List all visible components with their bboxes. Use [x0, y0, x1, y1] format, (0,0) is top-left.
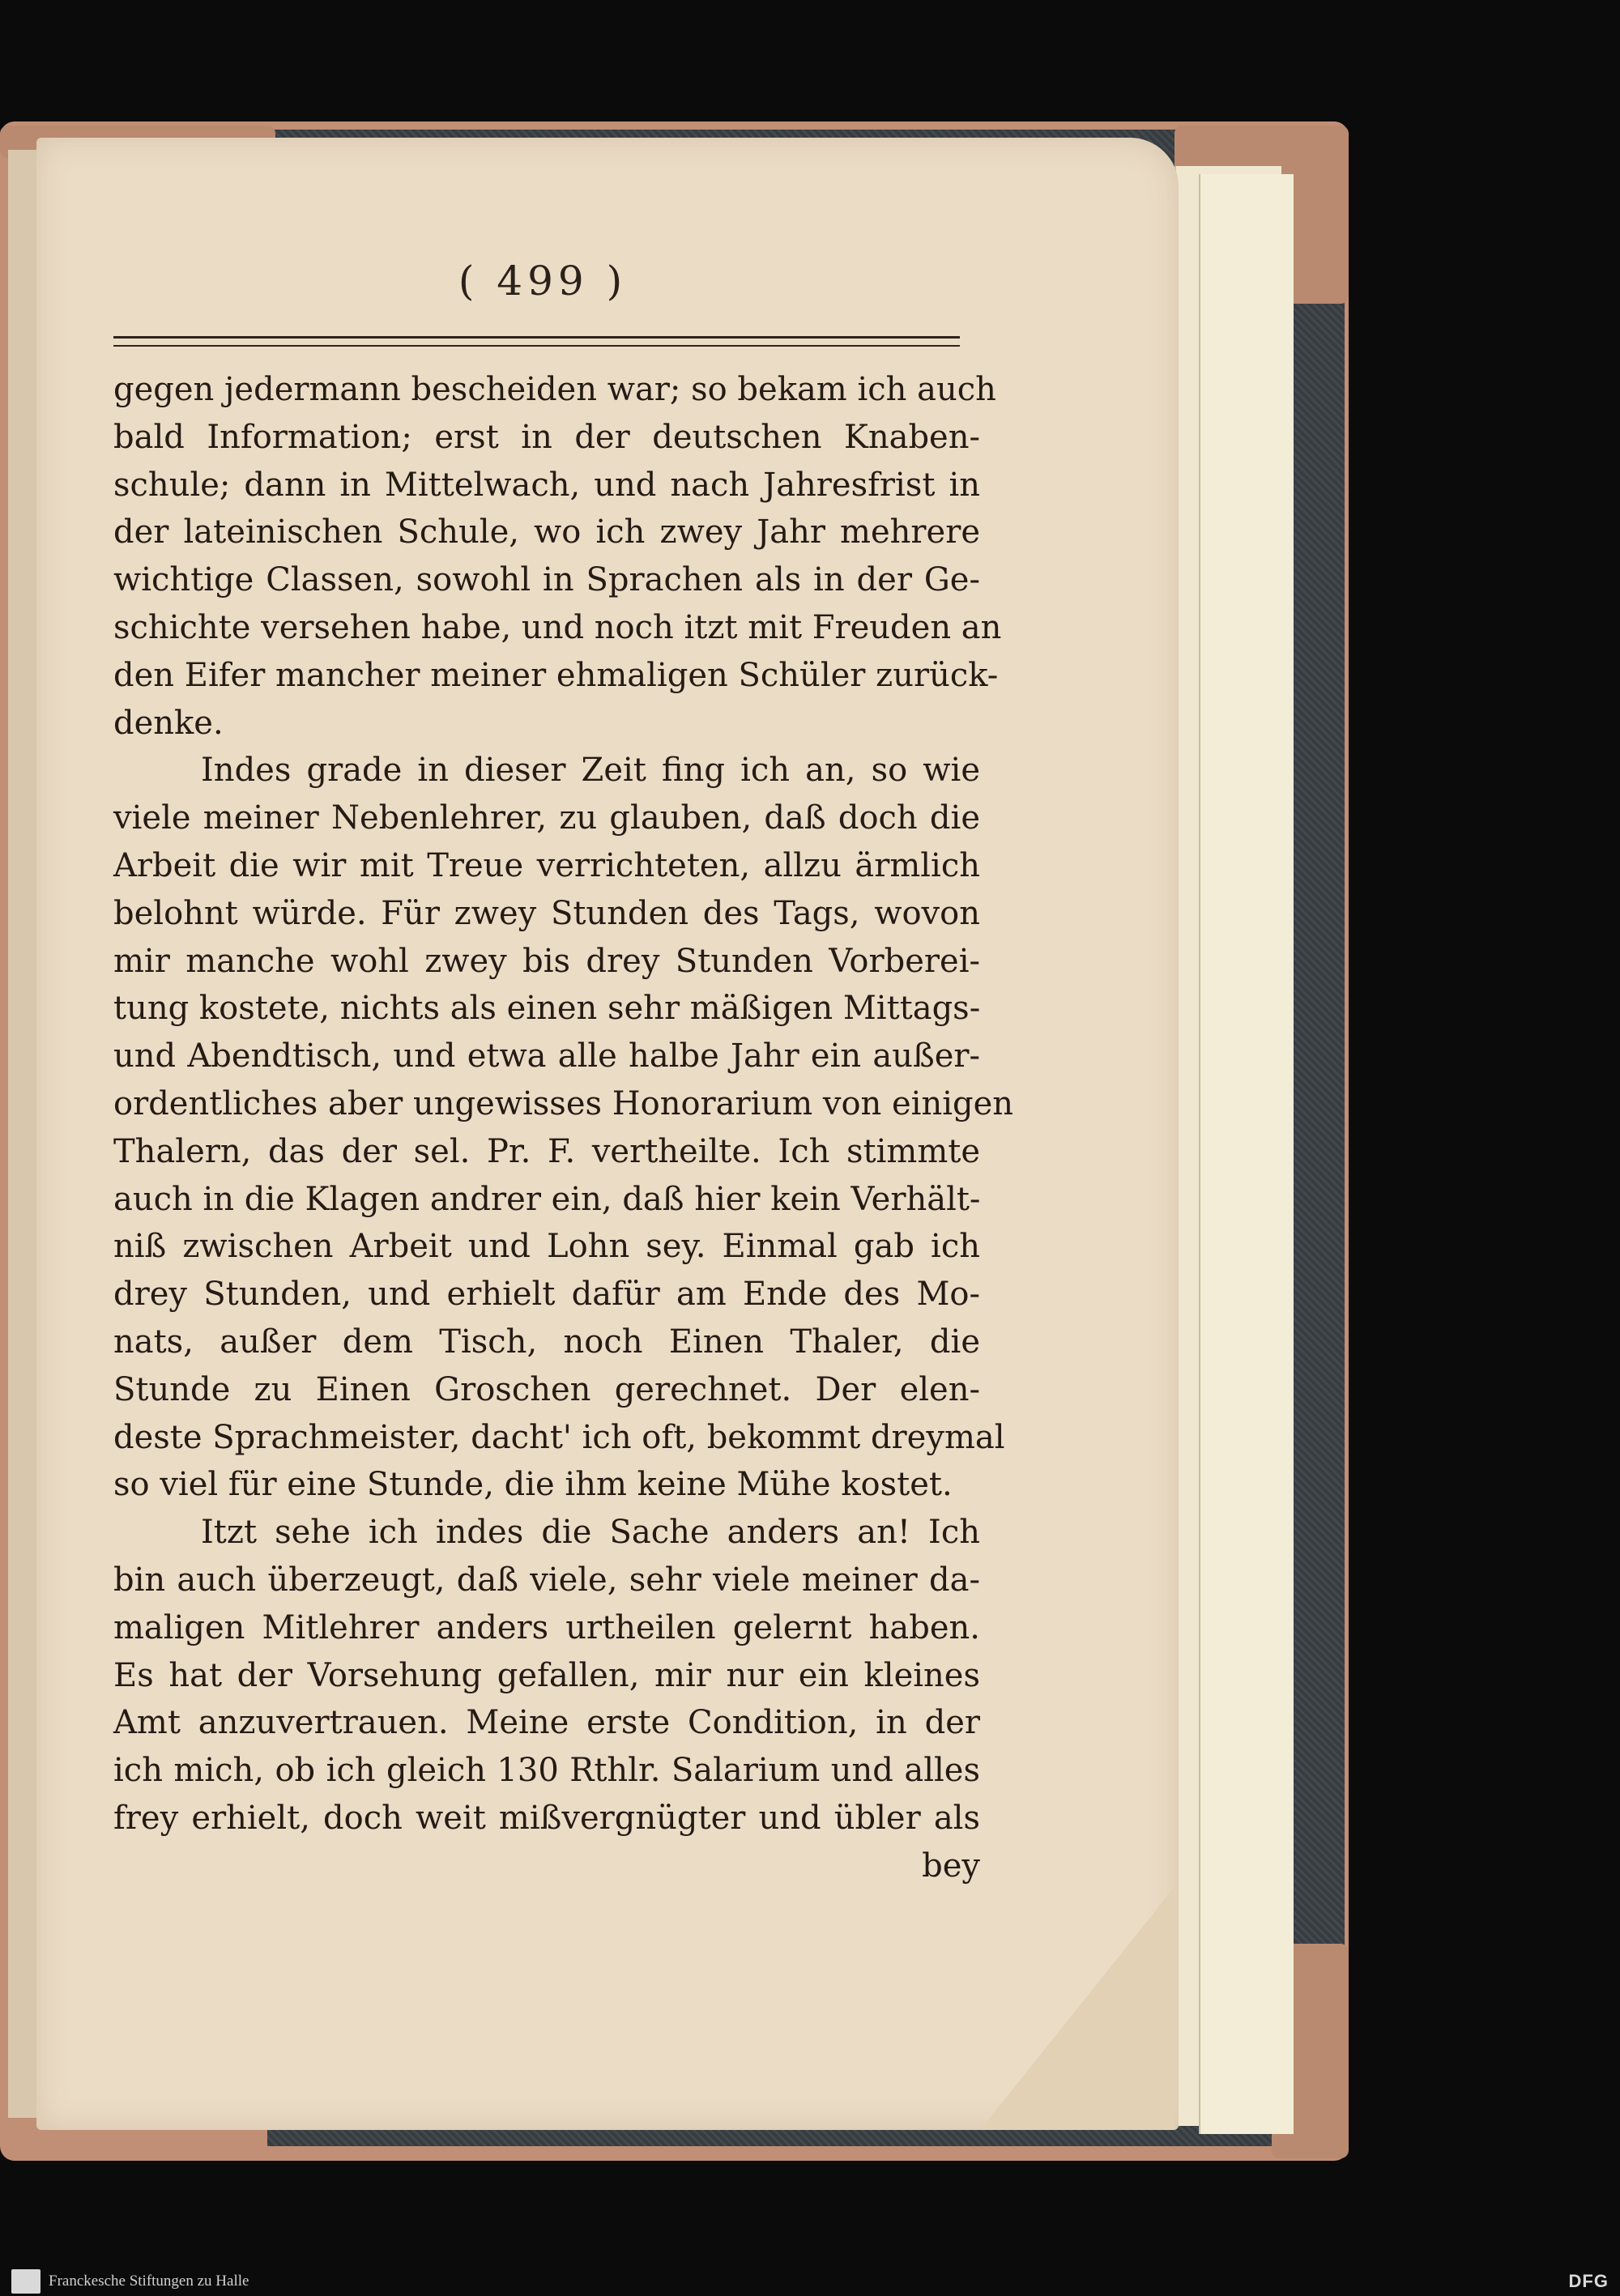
page-body-text — [113, 366, 1014, 1890]
text-line: Es hat der Vorsehung gefallen, mir nur ein kleines — [113, 1656, 980, 1694]
text-line: und Abendtisch, und etwa alle halbe Jahr ein außer- — [113, 1037, 980, 1076]
institution-name: Franckesche Stiftungen zu Halle — [49, 2273, 249, 2290]
text-line: ich mich, ob ich gleich 130 Rthlr. Salarium und alles — [113, 1752, 980, 1790]
text-line: den Eifer mancher meiner ehmaligen Schüler zurück- — [113, 656, 999, 694]
text-line: nats, außer dem Tisch, noch Einen Thaler, die — [113, 1323, 980, 1361]
text-line: Indes grade in dieser Zeit fing ich an, so wie — [201, 752, 980, 790]
text-line: gegen jedermann bescheiden war; so bekam ich auch — [113, 371, 996, 408]
text-line: maligen Mitlehrer anders urtheilen gelernt haben. — [113, 1608, 980, 1646]
text-line: belohnt würde. Für zwey Stunden des Tags, wovon — [113, 894, 980, 932]
text-line: bin auch überzeugt, daß viele, sehr viele meiner da- — [113, 1561, 980, 1599]
text-line: schichte versehen habe, und noch itzt mit Freuden an — [113, 608, 1002, 646]
dfg-logo: DFG — [1568, 2271, 1609, 2291]
text-line: Stunde zu Einen Groschen gerechnet. Der elen- — [113, 1370, 980, 1408]
text-line: Arbeit die wir mit Treue verrichteten, allzu ärmlich — [113, 846, 980, 884]
text-line: schule; dann in Mittelwach, und nach Jahresfrist in — [113, 466, 980, 504]
text-line: so viel für eine Stunde, die ihm keine Mühe kostet. — [113, 1466, 953, 1504]
text-line: niß zwischen Arbeit und Lohn sey. Einmal gab ich — [113, 1228, 980, 1266]
text-line: tung kostete, nichts als einen sehr mäßigen Mittags- — [113, 990, 981, 1028]
text-line: viele meiner Nebenlehrer, zu glauben, daß doch die — [113, 799, 980, 837]
text-line: mir manche wohl zwey bis drey Stunden Vorberei- — [113, 942, 980, 980]
viewer-footer — [0, 2266, 1620, 2296]
institution-logo-icon — [11, 2269, 40, 2294]
text-line: Amt anzuvertrauen. Meine erste Condition, in der — [113, 1704, 980, 1742]
text-line: ordentliches aber ungewisses Honorarium von einigen — [113, 1084, 1014, 1122]
text-line: auch in die Klagen andrer ein, daß hier kein Verhält- — [113, 1180, 981, 1218]
text-line: frey erhielt, doch weit mißvergnügter und übler als — [113, 1799, 980, 1837]
catchword: bey — [922, 1847, 980, 1885]
text-line: wichtige Classen, sowohl in Sprachen als in der Ge- — [113, 561, 980, 599]
text-line: der lateinischen Schule, wo ich zwey Jahr mehrere — [113, 513, 980, 552]
text-line: denke. — [113, 704, 224, 742]
page-edges-inner — [1199, 174, 1294, 2134]
text-line: drey Stunden, und erhielt dafür am Ende des Mo- — [113, 1276, 980, 1314]
header-rule — [113, 336, 960, 347]
text-line: bald Information; erst in der deutschen Knaben- — [113, 418, 980, 456]
page-number-header: ( 499 ) — [458, 258, 628, 305]
text-line: Thalern, das der sel. Pr. F. vertheilte. Ich stimmte — [113, 1132, 980, 1170]
text-line: deste Sprachmeister, dacht' ich oft, bekommt dreymal — [113, 1418, 1005, 1456]
text-line: Itzt sehe ich indes die Sache anders an! Ich — [201, 1514, 980, 1552]
